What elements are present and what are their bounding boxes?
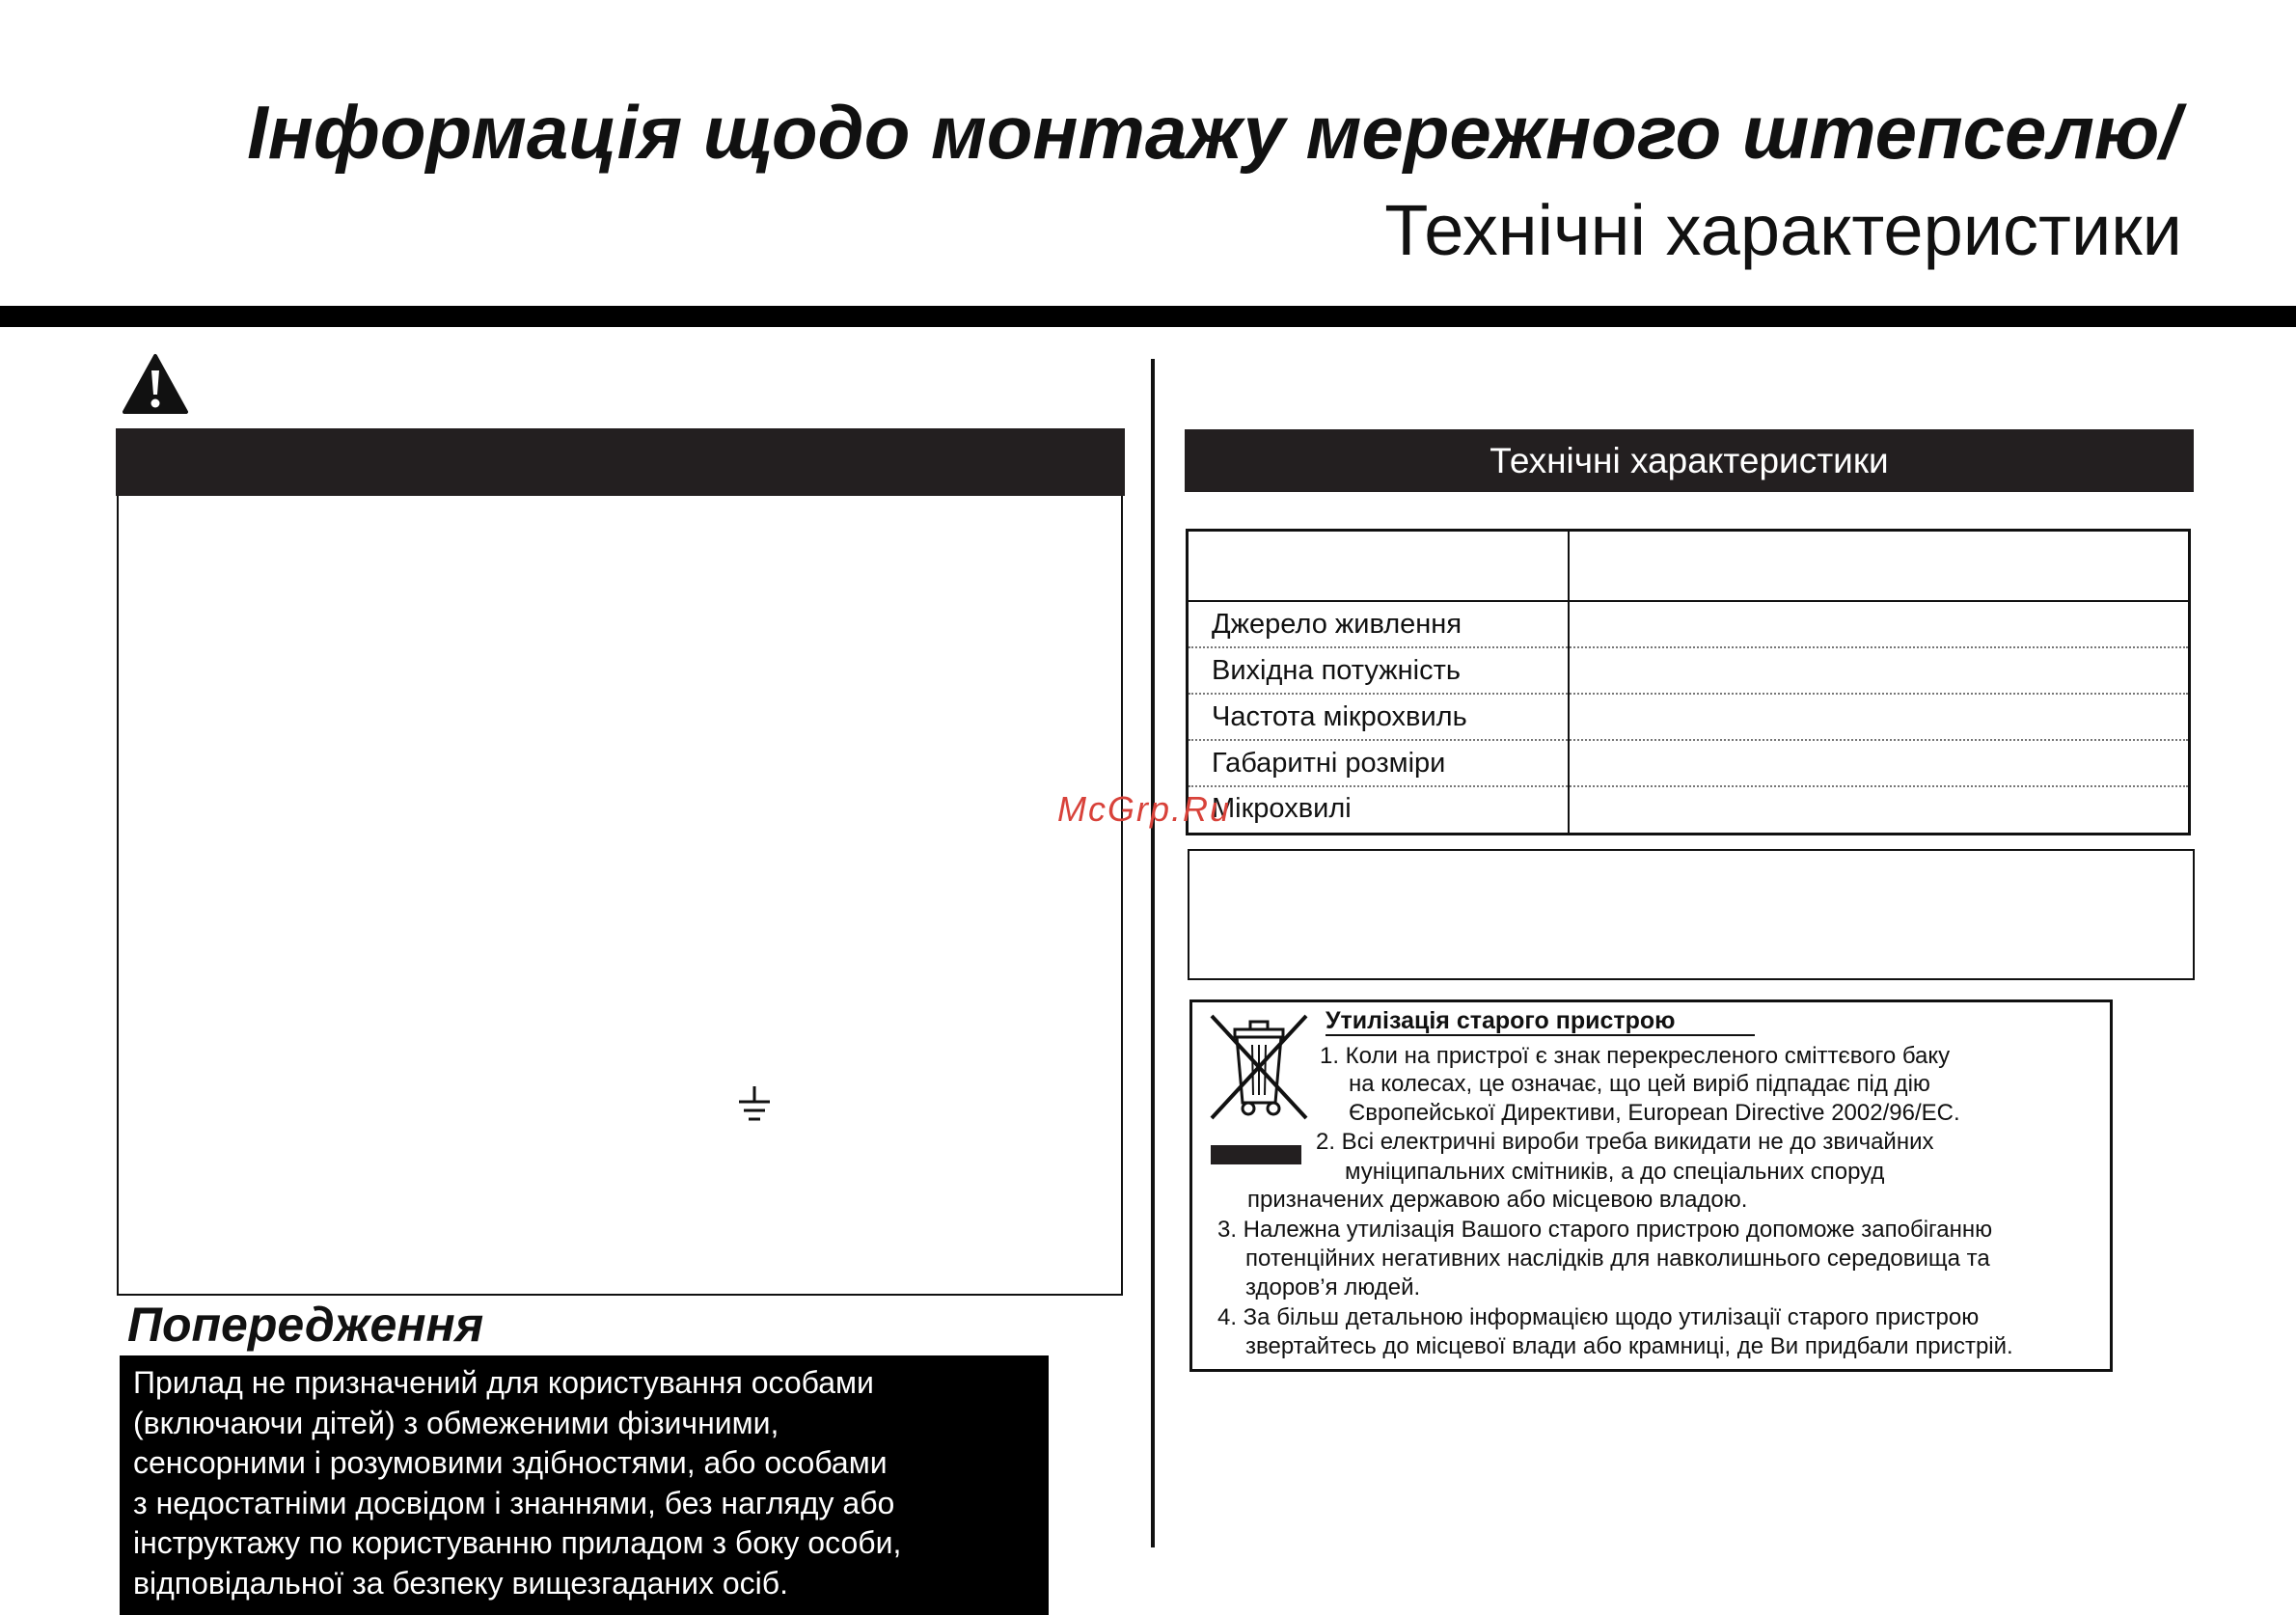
- watermark: McGrp.Ru: [1057, 789, 1232, 829]
- table-row: [1189, 602, 2188, 648]
- specs-header: Технічні характеристики: [1185, 429, 2194, 492]
- disposal-line: 3. Належна утилізація Вашого старого пристрою допоможе запобіганню: [1217, 1217, 1993, 1243]
- warning-box: [120, 1355, 1049, 1615]
- spec-label: Вихідна потужність: [1212, 655, 1461, 686]
- page-subtitle: Технічні характеристики: [1384, 190, 2182, 270]
- disposal-line: 1. Коли на пристрої є знак перекресленого сміттєвого баку: [1320, 1043, 1951, 1069]
- warning-text: [133, 1363, 1035, 1603]
- disposal-line: потенційних негативних наслідків для навколишнього середовища та: [1245, 1245, 1990, 1272]
- disposal-line: муніципальних смітників, а до спеціальних споруд: [1345, 1159, 1885, 1185]
- bin-underline-bar: [1211, 1145, 1301, 1164]
- warning-line: Прилад не призначений для користування особами: [133, 1365, 874, 1400]
- disposal-line: звертайтесь до місцевої влади або крамниці, де Ви придбали пристрій.: [1245, 1333, 2013, 1359]
- warning-heading: Попередження: [127, 1298, 484, 1352]
- spec-label: Мікрохвилі: [1212, 793, 1352, 824]
- disposal-line: здоров’я людей.: [1245, 1274, 1421, 1300]
- table-row: [1189, 695, 2188, 741]
- table-row: [1189, 741, 2188, 787]
- header-rule: [0, 306, 2296, 327]
- warning-line: (включаючи дітей) з обмеженими фізичними,: [133, 1405, 779, 1440]
- spec-label: Габаритні розміри: [1212, 748, 1446, 779]
- warning-line: з недостатніми досвідом і знаннями, без нагляду або: [133, 1485, 895, 1520]
- disposal-line: 2. Всі електричні вироби треба викидати не до звичайних: [1316, 1129, 1934, 1155]
- disposal-title-rule: [1326, 1034, 1755, 1036]
- warning-line: відповідальної за безпеку вищезгаданих осіб.: [133, 1565, 788, 1601]
- spec-label: Частота мікрохвиль: [1212, 701, 1467, 732]
- page-title: Інформація щодо монтажу мережного штепселю/: [247, 90, 2180, 175]
- disposal-box: [1189, 999, 2113, 1372]
- crossed-bin-icon: [1206, 1010, 1312, 1124]
- table-row: [1189, 786, 2188, 833]
- earth-ground-icon: [735, 1084, 774, 1125]
- specs-note-box: [1188, 849, 2195, 980]
- column-divider: [1151, 359, 1155, 1547]
- disposal-line: Європейської Директиви, European Directive 2002/96/EC.: [1349, 1100, 1960, 1126]
- plug-wiring-panel: [117, 428, 1123, 1296]
- disposal-line: на колесах, це означає, що цей виріб підпадає під дію: [1349, 1071, 1930, 1097]
- disposal-title: Утилізація старого пристрою: [1326, 1007, 1676, 1034]
- table-row: [1189, 648, 2188, 695]
- plug-wiring-panel-header: [116, 428, 1125, 496]
- disposal-line: 4. За більш детальною інформацією щодо утилізації старого пристрою: [1217, 1304, 1980, 1330]
- warning-line: інструктажу по користуванню приладом з боку особи,: [133, 1525, 902, 1560]
- warning-line: сенсорними і розумовими здібностями, або особами: [133, 1445, 888, 1480]
- warning-triangle-icon: [122, 353, 189, 415]
- specs-table: [1186, 529, 2191, 835]
- spec-label: Джерело живлення: [1212, 609, 1462, 640]
- disposal-line: призначених державою або місцевою владою.: [1247, 1187, 1748, 1213]
